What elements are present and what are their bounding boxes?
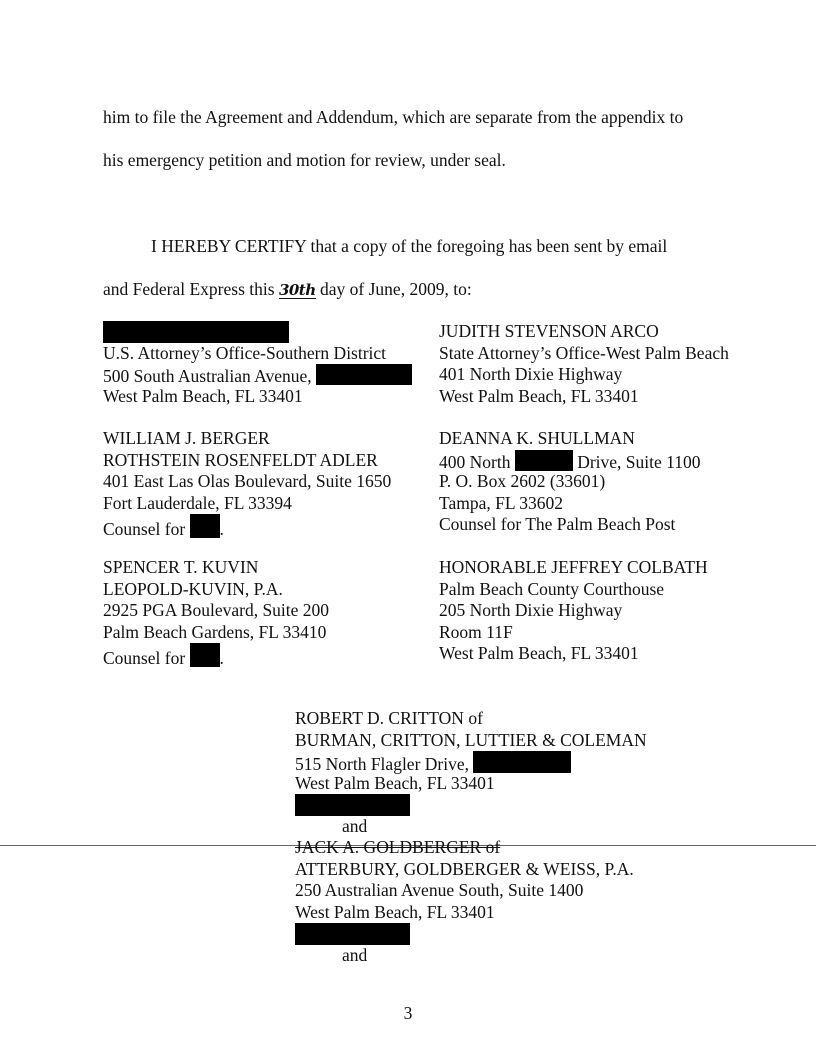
redaction-bar [103,321,289,343]
redacted-name [103,321,412,343]
service-line: LEOPOLD-KUVIN, P.A. [103,578,283,599]
redaction-bar [190,514,220,538]
service-line: Counsel for . [103,514,391,536]
service-line: 500 South Australian Avenue, [103,364,412,386]
signatory-name: ROBERT D. CRITTON of [295,708,483,728]
service-left-3 [103,557,330,668]
service-name: SPENCER T. KUVIN [103,557,259,577]
service-line: State Attorney’s Office-West Palm Beach [439,342,729,363]
redacted-line [295,794,647,816]
signatory-name: JACK A. GOLDBERGER of [295,837,501,857]
paragraph-line-2: his emergency petition and motion for review, under seal. [103,150,506,170]
service-line: Palm Beach Gardens, FL 33410 [103,621,327,642]
service-line: Palm Beach County Courthouse [439,578,665,599]
redaction-bar [473,751,571,773]
and-separator-1: and [342,816,368,836]
signatory-goldberger [295,837,634,945]
and-separator-2: and [342,945,368,965]
service-name: DEANNA K. SHULLMAN [439,428,635,448]
signatory-address: 515 North Flagler Drive, [295,751,647,773]
signatory-critton [295,708,647,816]
redacted-line [295,923,634,945]
service-line: Tampa, FL 33602 [439,492,564,513]
signatory-city: West Palm Beach, FL 33401 [295,901,495,922]
service-line: Fort Lauderdale, FL 33394 [103,492,292,513]
redaction-bar [295,794,410,816]
service-line: 401 North Dixie Highway [439,364,623,384]
service-line: P. O. Box 2602 (33601) [439,471,606,491]
service-right-1 [439,321,729,407]
service-line: Counsel for The Palm Beach Post [439,514,676,534]
service-name: WILLIAM J. BERGER [103,428,270,448]
signatory-city: West Palm Beach, FL 33401 [295,772,495,793]
paragraph-line-1: him to file the Agreement and Addendum, which are separate from the appendix to [103,107,684,127]
redaction-bar [316,364,412,385]
service-line: Counsel for . [103,643,329,665]
service-line: 205 North Dixie Highway [439,600,623,620]
service-line: West Palm Beach, FL 33401 [439,385,639,406]
service-line: U.S. Attorney’s Office-Southern District [103,342,387,363]
service-name: JUDITH STEVENSON ARCO [439,321,659,341]
service-left-1 [103,321,412,407]
certificate-text-before: and Federal Express this [103,279,279,299]
service-line: 2925 PGA Boulevard, Suite 200 [103,600,330,620]
service-line: 401 East Las Olas Boulevard, Suite 1650 [103,471,392,491]
page-number: 3 [403,1003,413,1023]
certificate-line-2 [103,279,472,301]
service-line: ROTHSTEIN ROSENFELDT ADLER [103,449,378,470]
signatory-firm: ATTERBURY, GOLDBERGER & WEISS, P.A. [295,858,634,879]
handwritten-day: 30th [278,281,316,299]
service-right-3 [439,557,708,665]
certificate-line-1: I HEREBY CERTIFY that a copy of the foregoing has been sent by email [151,236,668,256]
service-line: West Palm Beach, FL 33401 [103,385,303,406]
signatory-address: 250 Australian Avenue South, Suite 1400 [295,880,584,900]
redaction-bar [515,450,573,471]
certificate-text-after: day of June, 2009, to: [315,279,472,299]
redaction-bar [190,643,220,667]
signatory-firm: BURMAN, CRITTON, LUTTIER & COLEMAN [295,729,647,750]
service-line: 400 North Drive, Suite 1100 [439,451,701,472]
service-right-2 [439,428,701,536]
service-left-2 [103,428,392,539]
service-line: West Palm Beach, FL 33401 [439,643,639,663]
service-line: Room 11F [439,621,513,642]
redaction-bar [295,923,410,945]
service-name: HONORABLE JEFFREY COLBATH [439,557,708,577]
